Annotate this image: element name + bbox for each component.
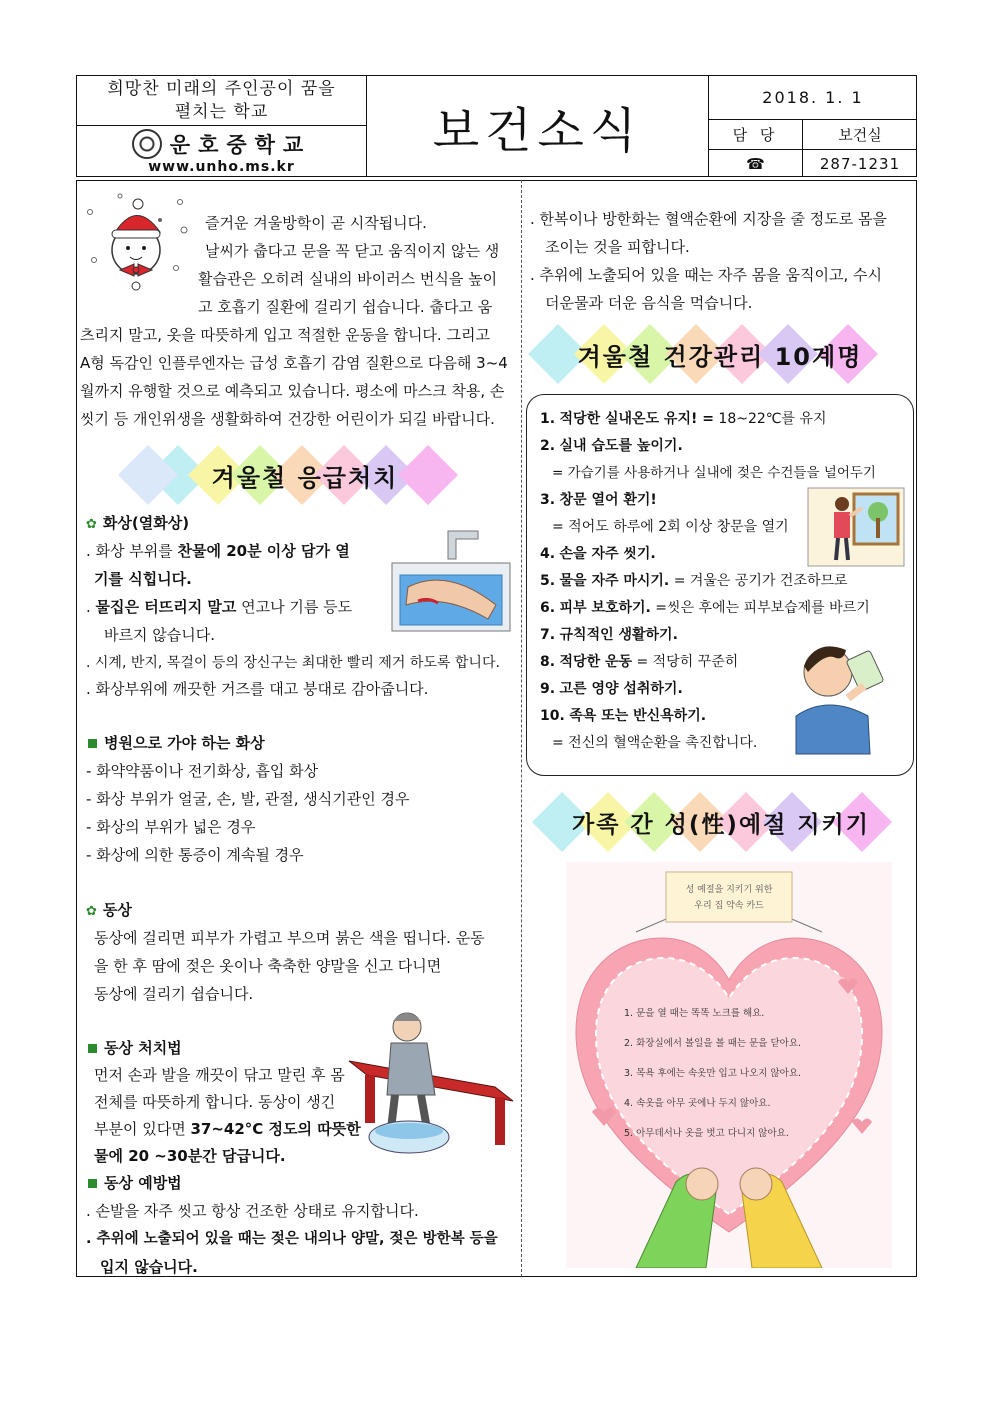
frostbite-prevention-heading: 동상 예방법: [88, 1170, 182, 1196]
issue-date: 2018. 1. 1: [709, 76, 917, 120]
school-info: [77, 126, 367, 177]
burn-line: . 시계, 반지, 목걸이 등의 장신구는 최대한 빨리 제거 하도록 합니다.: [86, 655, 500, 671]
etiquette-rule: 2. 화장실에서 볼일을 볼 때는 문을 닫아요.: [624, 1038, 802, 1049]
intro-line: A형 독감인 인플루엔자는 급성 호흡기 감염 질환으로 다음해 3~4: [80, 354, 508, 372]
staff-value: 보건실: [803, 120, 917, 150]
staff-label: 담 당: [709, 120, 803, 150]
phone-icon: ☎: [709, 150, 803, 177]
health-rule-detail: = 가습기를 사용하거나 실내에 젖은 수건들을 널어두기: [552, 465, 876, 481]
green-square-bullet-icon: [88, 739, 97, 748]
newsletter-header: [76, 75, 917, 177]
frostbite-line: 동상에 걸리기 쉽습니다.: [94, 985, 254, 1003]
card-title-line-2: 우리 집 약속 카드: [694, 901, 764, 911]
banner-title: 겨울철 건강관리 10계명: [577, 342, 863, 371]
hospital-item: - 화약약품이나 전기화상, 흡입 화상: [86, 762, 319, 780]
school-motto: [77, 76, 367, 126]
intro-line: 월까지 유행할 것으로 예측되고 있습니다. 평소에 마스크 착용, 손: [80, 382, 505, 400]
health-rule: 10. 족욕 또는 반신욕하기.: [540, 708, 707, 724]
health-rule: 6. 피부 보호하기. =씻은 후에는 피부보습제를 바르기: [540, 600, 870, 616]
intro-line: 츠리지 말고, 옷을 따뜻하게 입고 적절한 운동을 합니다. 그리고: [80, 326, 490, 344]
school-website[interactable]: www.unho.ms.kr: [148, 158, 295, 175]
sprout-icon: ✿: [86, 904, 97, 919]
health-rule: 1. 적당한 실내온도 유지! = 18~22℃를 유지: [540, 411, 827, 427]
frostbite-prevention-line: 입지 않습니다.: [100, 1258, 198, 1276]
intro-line: 날씨가 춥다고 문을 꼭 닫고 움직이지 않는 생: [205, 242, 500, 260]
first-aid-banner: [118, 443, 492, 507]
footbath-illustration: [345, 1005, 517, 1165]
health-rule: 4. 손을 자주 씻기.: [540, 546, 656, 562]
school-name: 운호중학교: [169, 132, 312, 157]
burn-cooling-illustration: [388, 527, 516, 635]
right-intro-line: 조이는 것을 피합니다.: [545, 238, 690, 256]
burn-line: . 화상부위에 깨끗한 거즈를 대고 붕대로 감아줍니다.: [86, 680, 429, 698]
sprout-icon: ✿: [86, 517, 97, 532]
health-rule: 7. 규칙적인 생활하기.: [540, 627, 678, 643]
hospital-item: - 화상의 부위가 넓은 경우: [86, 818, 256, 836]
frostbite-line: 을 한 후 땀에 젖은 옷이나 축축한 양말을 신고 다니면: [94, 957, 442, 975]
intro-line: 활습관은 오히려 실내의 바이러스 번식을 높이: [198, 270, 498, 288]
health-banner: [528, 322, 912, 386]
green-square-bullet-icon: [88, 1179, 97, 1188]
frostbite-prevention-line: . 손발을 자주 씻고 항상 건조한 상태로 유지합니다.: [86, 1202, 419, 1220]
open-window-illustration: [806, 486, 906, 568]
motto-line-1: 희망찬 미래의 주인공이 꿈을: [107, 78, 336, 99]
frostbite-line: 동상에 걸리면 피부가 가렵고 부으며 붉은 색을 띱니다. 운동: [94, 929, 485, 947]
school-seal-icon: [132, 129, 162, 159]
health-rule: 5. 물을 자주 마시기. = 겨울은 공기가 건조하므로: [540, 573, 848, 589]
frostbite-treatment-line: 먼저 손과 발을 깨끗이 닦고 말린 후 몸: [94, 1066, 345, 1084]
health-rule: 9. 고른 영양 섭취하기.: [540, 681, 683, 697]
burn-line: 기를 식힙니다.: [94, 570, 192, 588]
green-square-bullet-icon: [88, 1044, 97, 1053]
frostbite-treatment-line: 물에 20 ~30분간 담급니다.: [94, 1147, 286, 1165]
frostbite-heading: ✿ 동상: [86, 901, 132, 919]
heart-promise-card: [566, 862, 892, 1268]
intro-line: 즐거운 겨울방학이 곧 시작됩니다.: [205, 214, 427, 232]
drinking-water-illustration: [786, 628, 890, 758]
hospital-heading: 병원으로 가야 하는 화상: [88, 730, 265, 756]
burn-line: . 화상 부위를 찬물에 20분 이상 담가 열: [86, 542, 350, 560]
burn-line: 바르지 않습니다.: [104, 626, 215, 644]
health-rule: 8. 적당한 운동 = 적당히 꾸준히: [540, 654, 739, 670]
burn-line: . 물집은 터뜨리지 말고 연고나 기름 등도: [86, 598, 353, 616]
frostbite-prevention-line: . 추위에 노출되어 있을 때는 젖은 내의나 양말, 젖은 방한복 등을: [86, 1231, 498, 1247]
hospital-item: - 화상 부위가 얼굴, 손, 발, 관절, 생식기관인 경우: [86, 790, 410, 808]
health-rule: 2. 실내 습도를 높이기.: [540, 438, 683, 454]
frostbite-treatment-line: 부분이 있다면 37~42°C 정도의 따뜻한: [94, 1120, 361, 1138]
health-rule-detail: = 전신의 혈액순환을 촉진합니다.: [552, 735, 758, 751]
intro-line: 고 호흡기 질환에 걸리기 쉽습니다. 춥다고 움: [198, 298, 493, 316]
right-intro-line: . 추위에 노출되어 있을 때는 자주 몸을 움직이고, 수시: [530, 266, 882, 284]
burn-heading: ✿ 화상(열화상): [86, 514, 190, 532]
etiquette-rule: 1. 문을 열 때는 똑똑 노크를 해요.: [624, 1008, 765, 1019]
card-title-line-1: 성 예절을 지키기 위한: [685, 885, 773, 895]
hospital-item: - 화상에 의한 통증이 계속될 경우: [86, 846, 304, 864]
intro-line: 씻기 등 개인위생을 생활화하여 건강한 어린이가 되길 바랍니다.: [80, 410, 495, 428]
frostbite-treatment-line: 전체를 따뜻하게 합니다. 동상이 생긴: [94, 1093, 336, 1111]
health-rule: 3. 창문 열어 환기!: [540, 492, 657, 508]
etiquette-rule: 3. 목욕 후에는 속옷만 입고 나오지 않아요.: [624, 1068, 802, 1079]
snowman-icon: [80, 190, 192, 300]
banner-title: 가족 간 성(性)예절 지키기: [571, 811, 870, 838]
phone-number: 287-1231: [819, 154, 901, 173]
etiquette-rule: 5. 아무데서나 옷을 벗고 다니지 않아요.: [624, 1128, 789, 1139]
right-intro-line: . 한복이나 방한화는 혈액순환에 지장을 줄 정도로 몸을: [530, 210, 887, 228]
page-title: 보건소식: [367, 76, 709, 177]
motto-line-2: 펼치는 학교: [174, 101, 269, 122]
etiquette-banner: [532, 790, 910, 854]
column-divider: [521, 180, 522, 1277]
etiquette-rule: 4. 속옷을 아무 곳에나 두지 않아요.: [624, 1098, 771, 1109]
right-intro-line: 더운물과 더운 음식을 먹습니다.: [545, 294, 753, 312]
health-rule-detail: = 적어도 하루에 2회 이상 창문을 열기: [552, 519, 789, 535]
banner-title: 겨울철 응급처치: [211, 463, 399, 492]
frostbite-treatment-heading: 동상 처치법: [88, 1035, 182, 1061]
